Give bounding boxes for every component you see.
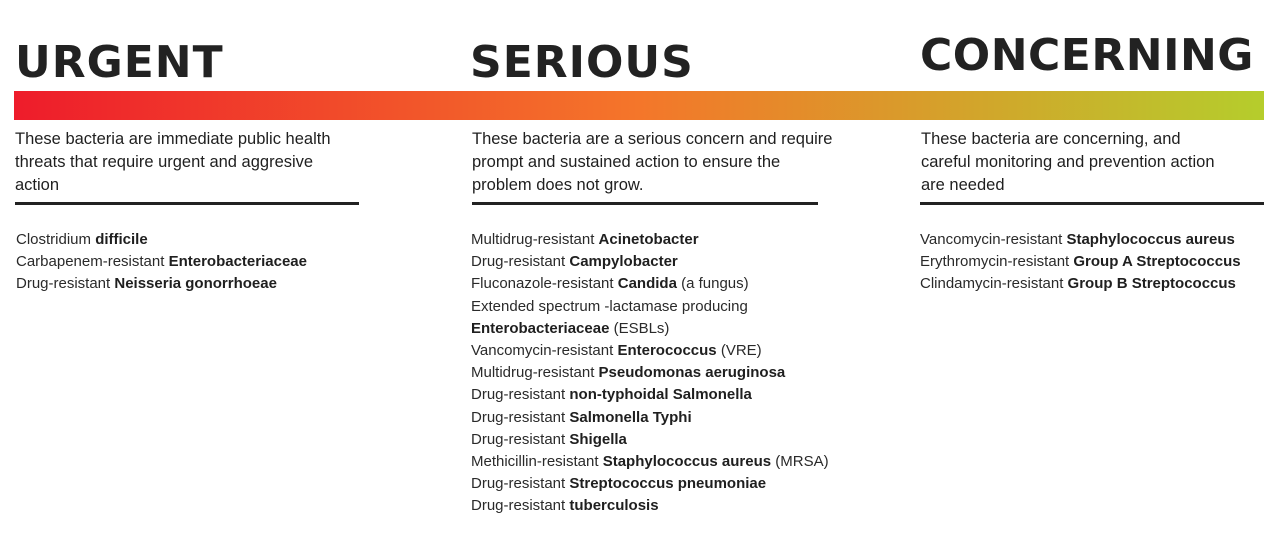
bacteria-list-item (471, 229, 829, 251)
bacteria-list-item (471, 384, 829, 406)
bacteria-list-item (471, 340, 829, 362)
bacteria-list-item (471, 407, 829, 429)
bacteria-list-item (471, 273, 829, 295)
bacteria-list-item (471, 318, 829, 340)
bacteria-name: Streptococcus pneumoniae (569, 475, 767, 493)
bacteria-name: Shigella (569, 430, 627, 448)
bacteria-name: Neisseria gonorrhoeae (114, 275, 277, 293)
resistance-label: Multidrug-resistant (471, 231, 599, 248)
bacteria-list-item (16, 251, 307, 273)
serious-bacteria-list (471, 229, 829, 518)
resistance-label: Vancomycin-resistant (471, 342, 618, 360)
bacteria-name: tuberculosis (569, 497, 659, 515)
bacteria-list-item (920, 251, 1241, 273)
bacteria-list-item (471, 362, 829, 384)
bacteria-name: Campylobacter (569, 253, 678, 271)
resistance-label: Drug-resistant (16, 275, 115, 293)
resistance-label: (a fungus) (676, 275, 749, 293)
concerning-divider (920, 202, 1264, 205)
resistance-label: Fluconazole-resistant (471, 275, 618, 293)
bacteria-list-item (920, 273, 1241, 295)
resistance-label: (ESBLs) (609, 319, 670, 337)
urgent-heading: URGENT (15, 37, 224, 88)
concerning-bacteria-list (920, 229, 1241, 296)
resistance-label: Drug-resistant (471, 475, 570, 493)
resistance-label: Methicillin-resistant (471, 453, 603, 471)
bacteria-name: Enterobacteriaceae (471, 319, 610, 337)
resistance-label: Drug-resistant (471, 497, 570, 515)
bacteria-name: Acinetobacter (598, 231, 699, 248)
resistance-label: (VRE) (716, 342, 762, 360)
resistance-label: Drug-resistant (471, 408, 570, 426)
bacteria-name: Staphylococcus aureus (1066, 231, 1235, 248)
concerning-description: These bacteria are concerning, and careful monitoring and prevention action are needed (921, 130, 1215, 194)
resistance-label: Vancomycin-resistant (920, 231, 1067, 248)
bacteria-name: Staphylococcus aureus (602, 453, 772, 471)
bacteria-list-item (471, 451, 829, 473)
bacteria-name: Enterococcus (617, 342, 717, 360)
bacteria-name: non-typhoidal Salmonella (569, 386, 752, 404)
bacteria-list-item (16, 273, 307, 295)
serious-description: These bacteria are a serious concern and require prompt and sustained action to ensure the problem does not grow. (472, 130, 833, 194)
bacteria-name: Group B Streptococcus (1067, 275, 1236, 293)
resistance-label: Clindamycin-resistant (920, 275, 1068, 293)
resistance-label: Carbapenem-resistant (16, 253, 169, 271)
bacteria-name: Group A Streptococcus (1073, 253, 1241, 271)
bacteria-name: Pseudomonas aeruginosa (598, 364, 786, 382)
bacteria-list-item (471, 296, 829, 318)
resistance-label: Clostridium (16, 231, 96, 248)
bacteria-name: Salmonella Typhi (569, 408, 692, 426)
serious-heading: SERIOUS (470, 37, 694, 88)
bacteria-name: difficile (95, 231, 148, 248)
bacteria-list-item (471, 429, 829, 451)
bacteria-list-item (16, 229, 307, 251)
urgent-description: These bacteria are immediate public health threats that require urgent and aggresive action (15, 130, 331, 194)
bacteria-name: Enterobacteriaceae (168, 253, 307, 271)
resistance-label: Drug-resistant (471, 430, 570, 448)
urgent-bacteria-list (16, 229, 307, 296)
resistance-label: Multidrug-resistant (471, 364, 599, 382)
bacteria-list-item (471, 495, 829, 517)
bacteria-list-item (471, 473, 829, 495)
serious-divider (472, 202, 818, 205)
resistance-label: Drug-resistant (471, 253, 570, 271)
bacteria-name: Candida (617, 275, 677, 293)
concerning-heading: CONCERNING (920, 30, 1254, 81)
resistance-label: (MRSA) (771, 453, 829, 471)
bacteria-list-item (920, 229, 1241, 251)
urgent-divider (15, 202, 359, 205)
bacteria-list-item (471, 251, 829, 273)
resistance-label: Erythromycin-resistant (920, 253, 1074, 271)
resistance-label: Extended spectrum -lactamase producing (471, 297, 748, 315)
severity-gradient-bar (14, 91, 1264, 120)
resistance-label: Drug-resistant (471, 386, 570, 404)
